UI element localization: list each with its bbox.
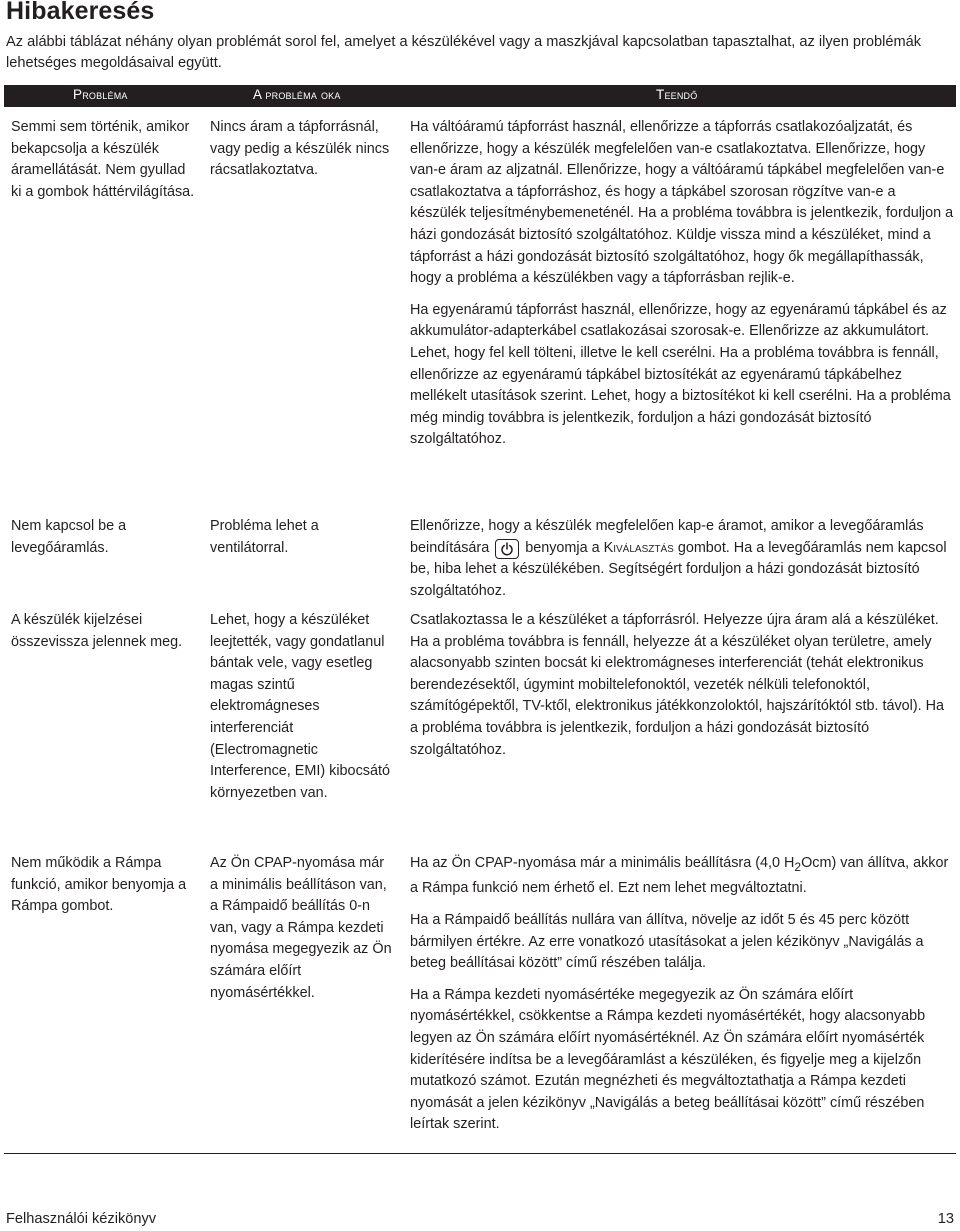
- row3-action: Csatlakoztassa le a készüléket a tápforrásról. Helyezze újra áram alá a készüléket. Ha a probléma továbbra is fennáll, helyezze át a készüléket olyan területre, amely alacsonyabb szinten bocsát ki elektromágneses interferenciát (tehát elektronikus berendezésektől, úgymint mobiltelefonoktól, vezeték nélküli telefonoktól, számítógépektől, TV-ktől, elektronikus játékkonzoloktól, hajszárítóktól stb. távol). Ha a probléma továbbra is jelentkezik, forduljon a házi gondozását biztosító szolgáltatóhoz.: [410, 612, 945, 758]
- footer-manual-title: Felhasználói kézikönyv: [6, 1211, 157, 1227]
- row2-action-post: gombot. Ha a levegőáramlás nem kapcsol be, hiba lehet a készülékében. Segítségért forduljon a házi gondozását biztosító szolgáltatóhoz.: [410, 539, 947, 599]
- row1-action-dc: Ha egyenáramú tápforrást használ, ellenőrizze, hogy az egyenáramú tápkábel és az akkumulátor-adapterkábel csatlakozásai szorosak-e. Ellenőrizze az akkumulátort. Lehet, hogy fel kell tölteni, illetve le kell cserélni. Ha a probléma továbbra is fennáll, ellenőrizze az egyenáramú tápkábel biztosítékát az egyenáramú tápkábelhez mellékelt utasítások szerint. Lehet, hogy a biztosítékot ki kell cserélni. Ha a probléma még mindig továbbra is jelentkezik, forduljon a házi gondozását biztosító szolgáltatóhoz.: [410, 301, 951, 448]
- table-header: [4, 85, 956, 107]
- table-bottom-rule: [4, 1153, 956, 1154]
- row1-action: [410, 117, 955, 461]
- row2-action-pre: Ellenőrizze, hogy a készülék megfelelően kap-e áramot, amikor a levegőáramlás beindítására: [410, 518, 924, 556]
- row4-action-cpap: Ha az Ön CPAP-nyomása már a minimális beállításra (4,0 $H_2Ocm$) van állítva, akkor a Rámpa funkció nem érhető el. Ezt nem lehet megváltoztatni.: [410, 855, 949, 897]
- select-button-label: Kiválasztás: [603, 539, 674, 556]
- row1-action-ac: Ha váltóáramú tápforrást használ, ellenőrizze a tápforrás csatlakozóaljzatát, és ellenőrizze, hogy a készülék megfelelően van-e csatlakoztatva. Ellenőrizze, hogy van-e áram az aljzatnál. Ellenőrizze, hogy a váltóáramú tápkábel megfelelően van-e csatlakoztatva a tápforráshoz, és hogy a tápkábel szorosan rögzítve van-e a készülék teljesítménybemeneténél. Ha a probléma továbbra is jelentkezik, forduljon a házi gondozását biztosító szolgáltatóhoz. Küldje vissza mind a készüléket, mind a tápforrást a házi gondozását biztosító szolgáltatóhoz, hogy ők megállapíthassák, hogy a probléma a készülékben vagy a tápforrásban rejlik-e.: [410, 119, 954, 287]
- header-cause: A probléma oka: [253, 87, 341, 102]
- row4-action-ramppressure: Ha a Rámpa kezdeti nyomásértéke megegyezik az Ön számára előírt nyomásértékkel, csökkentse a Rámpa kezdeti nyomásértékét, hogy alacsonyabb legyen az Ön számára előírt nyomásértéknél. Az Ön számára előírt nyomásérték kiderítésére indítsa be a levegőáramlást a készüléken, és figyelje meg a kijelzőn mutatkozó számot. Ezután megnézheti és megváltoztathatja a Rámpa kezdeti nyomását a jelen kézikönyv „Navigálás a beteg beállításai között” című részében leírtak szerint.: [410, 986, 926, 1133]
- row4-problem: Nem működik a Rámpa funkció, amikor benyomja a Rámpa gombot.: [11, 855, 187, 915]
- page-number: 13: [937, 1211, 954, 1227]
- row4-action-ramptime: Ha a Rámpaidő beállítás nullára van állítva, növelje az időt 5 és 45 perc között bármilyen értékre. Az erre vonatkozó utasításokat a jelen kézikönyv „Navigálás a beteg beállításai között” című részében találja.: [410, 912, 924, 972]
- header-action: Teendő: [656, 87, 698, 102]
- row2-cause: Probléma lehet a ventilátorral.: [210, 518, 319, 556]
- row2-action: [410, 516, 955, 602]
- header-problem: Probléma: [73, 87, 128, 102]
- row2-action-mid: benyomja a: [525, 539, 600, 556]
- row1-cause: Nincs áram a tápforrásnál, vagy pedig a készülék nincs rácsatlakoztatva.: [210, 119, 390, 179]
- row4-action: [410, 853, 955, 1146]
- row3-problem: A készülék kijelzései összevissza jelennek meg.: [11, 612, 183, 650]
- row1-problem: Semmi sem történik, amikor bekapcsolja a készülék áramellátását. Nem gyullad ki a gombok háttérvilágítása.: [11, 119, 195, 200]
- power-icon: [495, 539, 519, 559]
- row4-cause: Az Ön CPAP-nyomása már a minimális beállításon van, a Rámpaidő beállítás 0-n van, vagy a Rámpa kezdeti nyomása megegyezik az Ön számára előírt nyomásértékkel.: [210, 855, 392, 1001]
- page-title: Hibakeresés: [6, 0, 155, 25]
- row3-cause: Lehet, hogy a készüléket leejtették, vagy gondatlanul bántak vele, vagy esetleg magas szintű elektromágneses interferenciát (Electromagnetic Interference, EMI) kibocsátó környezetben van.: [210, 612, 390, 801]
- row2-problem: Nem kapcsol be a levegőáramlás.: [11, 518, 127, 556]
- intro-paragraph: Az alábbi táblázat néhány olyan problémát sorol fel, amelyet a készülékével vagy a maszkjával kapcsolatban tapasztalhat, az ilyen problémák lehetséges megoldásaival együtt.: [6, 34, 922, 71]
